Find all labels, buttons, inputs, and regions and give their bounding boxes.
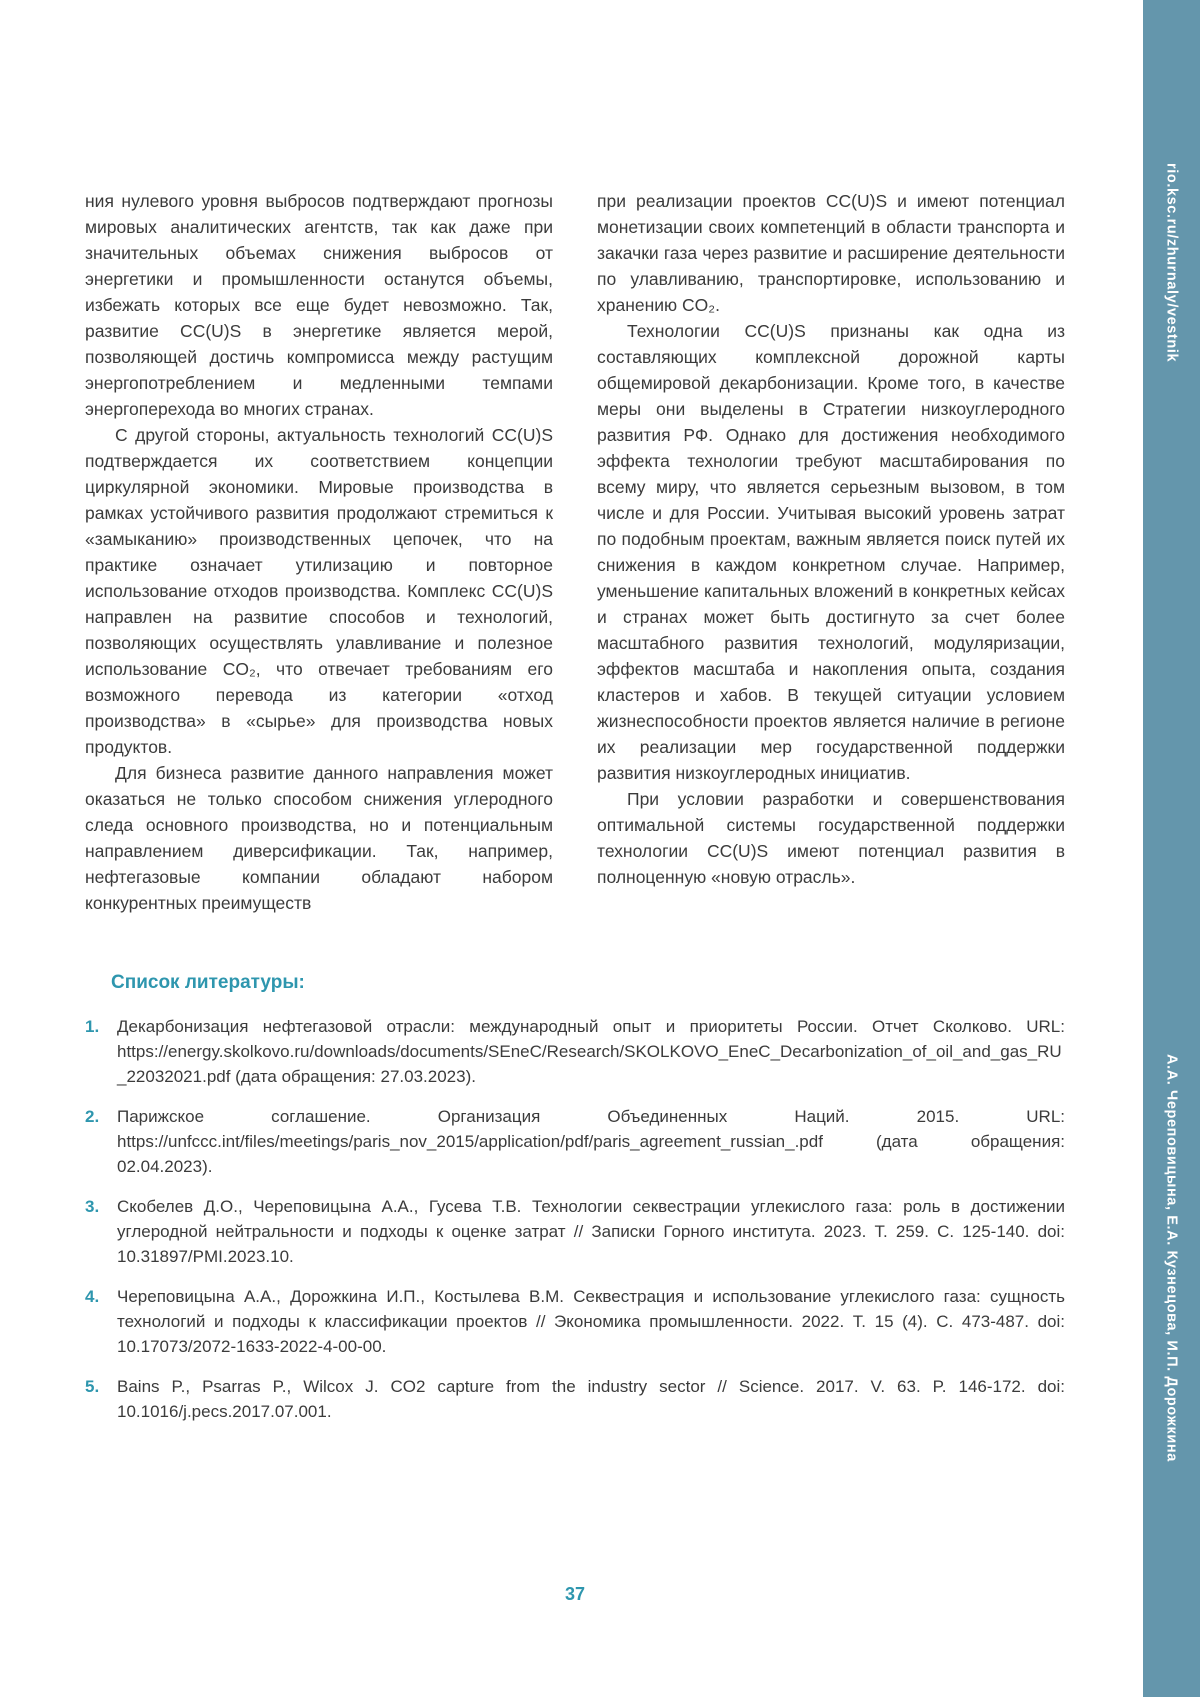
references-heading: Список литературы: — [111, 972, 305, 993]
reference-item — [85, 1374, 1065, 1424]
body-paragraph: Для бизнеса развитие данного направления может оказаться не только способом снижения углеродного следа основного производства, но и потенциальным направлением диверсификации. Так, например, нефтегазовые компании обладают набором конкурентных преимуществ — [85, 763, 553, 913]
left-column — [85, 188, 553, 916]
body-paragraph: При условии разработки и совершенствования оптимальной системы государственной поддержки технологии CC(U)S имеют потенциал развития в полноценную «новую отрасль». — [597, 789, 1065, 887]
reference-number: 1. — [85, 1017, 100, 1036]
reference-item — [85, 1194, 1065, 1269]
reference-number: 4. — [85, 1287, 100, 1306]
reference-text: Череповицына А.А., Дорожкина И.П., Костылева В.М. Секвестрация и использование углекислого газа: сущность технологий и подходы к классификации проектов // Экономика промышленности. 2022. Т. 15 (4). С. 473-487. doi: 10.17073/2072-1633-2022-4-00-00. — [117, 1287, 1065, 1356]
journal-url-vertical: rio.ksc.ru/zhurnaly/vestnik — [1163, 163, 1180, 363]
reference-text: Декарбонизация нефтегазовой отрасли: международный опыт и приоритеты России. Отчет Сколково. URL: https://energy.skolkovo.ru/downloads/documents/SEneC/Research/SKOLKOVO_EneC_Decarbonization_of_oil_and_gas_RU_22032021.pdf (дата обращения: 27.03.2023). — [117, 1017, 1065, 1086]
journal-side-strip — [1143, 0, 1200, 1697]
reference-number: 3. — [85, 1197, 100, 1216]
reference-number: 5. — [85, 1377, 100, 1396]
body-paragraph: Технологии CC(U)S признаны как одна из составляющих комплексной дорожной карты общемировой декарбонизации. Кроме того, в качестве меры они выделены в Стратегии низкоуглеродного развития РФ. Однако для достижения необходимого эффекта технологии требуют масштабирования по всему миру, что является серьезным вызовом, в том числе и для России. Учитывая высокий уровень затрат по подобным проектам, важным является поиск путей их снижения в каждом конкретном случае. Например, уменьшение капитальных вложений в конкретных кейсах и странах может быть достигнуто за счет более масштабного развития технологий, модуляризации, эффектов масштаба и накопления опыта, создания кластеров и хабов. В текущей ситуации условием жизнеспособности проектов является наличие в регионе их реализации мер государственной поддержки развития низкоуглеродных инициатив. — [597, 321, 1065, 783]
page-number: 37 — [564, 1584, 586, 1604]
reference-item — [85, 1014, 1065, 1089]
right-column — [597, 188, 1065, 916]
authors-vertical: А.А. Череповицына, Е.А. Кузнецова, И.П. Дорожкина — [1163, 1054, 1180, 1462]
references-section — [85, 972, 1065, 1424]
reference-text: Bains P., Psarras P., Wilcox J. CO2 capture from the industry sector // Science. 2017. V. 63. P. 146-172. doi: 10.1016/j.pecs.2017.07.001. — [117, 1377, 1065, 1421]
two-column-text — [85, 188, 1065, 916]
reference-text: Скобелев Д.О., Череповицына А.А., Гусева Т.В. Технологии секвестрации углекислого газа: роль в достижении углеродной нейтральности и подходы к оценке затрат // Записки Горного института. 2023. Т. 259. С. 125-140. doi: 10.31897/PMI.2023.10. — [117, 1197, 1065, 1266]
body-paragraph: при реализации проектов CC(U)S и имеют потенциал монетизации своих компетенций в области транспорта и закачки газа через развитие и расширение деятельности по улавливанию, транспортировке, использованию и хранению CO₂. — [597, 191, 1065, 315]
reference-item — [85, 1284, 1065, 1359]
body-paragraph: ния нулевого уровня выбросов подтверждают прогнозы мировых аналитических агентств, так как даже при значительных объемах снижения выбросов от энергетики и промышленности останутся объемы, избежать которых все еще будет невозможно. Так, развитие CC(U)S в энергетике является мерой, позволяющей достичь компромисса между растущим энергопотреблением и медленными темпами энергоперехода во многих странах. — [85, 191, 553, 419]
reference-text: Парижское соглашение. Организация Объединенных Наций. 2015. URL: https://unfccc.int/files/meetings/paris_nov_2015/application/pdf/paris_agreement_russian_.pdf (дата обращения: 02.04.2023). — [117, 1107, 1065, 1176]
reference-number: 2. — [85, 1107, 100, 1126]
body-paragraph: С другой стороны, актуальность технологий CC(U)S подтверждается их соответствием концепции циркулярной экономики. Мировые производства в рамках устойчивого развития продолжают стремиться к «замыканию» производственных цепочек, что на практике означает утилизацию и повторное использование отходов производства. Комплекс CC(U)S направлен на развитие способов и технологий, позволяющих осуществлять улавливание и полезное использование CO₂, что отвечает требованиям его возможного перевода из категории «отход производства» в «сырье» для производства новых продуктов. — [85, 425, 553, 757]
reference-item — [85, 1104, 1065, 1179]
